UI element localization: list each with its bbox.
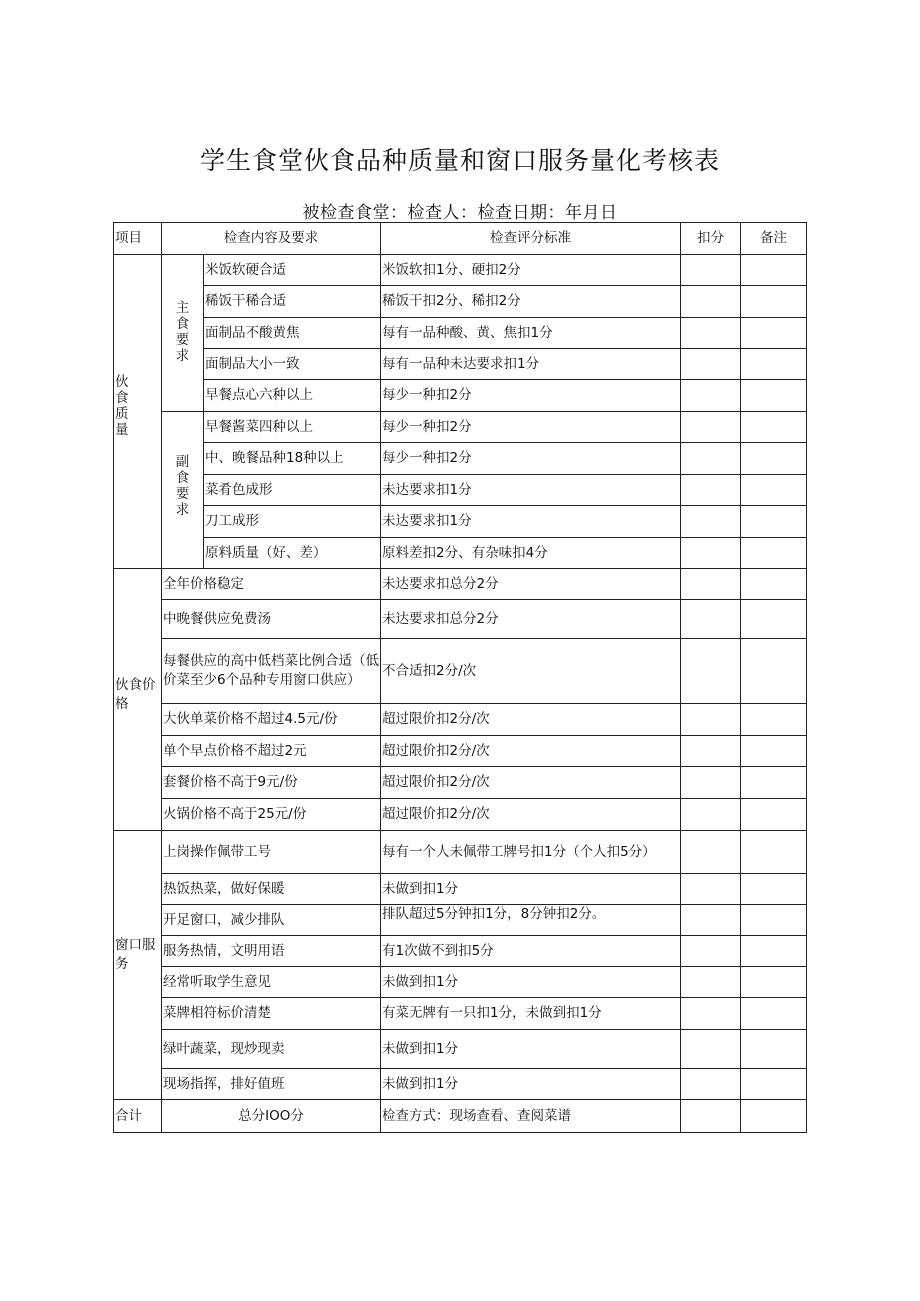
standard-cell: 未达要求扣1分 <box>381 475 681 506</box>
table-row <box>114 569 807 600</box>
standard-cell: 超过限价扣2分/次 <box>381 704 681 736</box>
standard-cell: 不合适扣2分/次 <box>381 639 681 704</box>
standard-cell: 排队超过5分钟扣1分，8分钟扣2分。 <box>381 905 681 936</box>
remark-cell[interactable] <box>741 767 807 799</box>
deduct-cell[interactable] <box>681 412 741 443</box>
standard-cell: 未达要求扣总分2分 <box>381 569 681 600</box>
remark-cell[interactable] <box>741 1069 807 1100</box>
content-cell: 米饭软硬合适 <box>204 255 381 286</box>
remark-cell[interactable] <box>741 255 807 286</box>
standard-cell: 每少一种扣2分 <box>381 380 681 412</box>
total-label: 合计 <box>114 1100 162 1133</box>
total-score: 总分IOO分 <box>162 1100 381 1133</box>
deduct-cell[interactable] <box>681 639 741 704</box>
content-cell: 上岗操作佩带工号 <box>162 831 381 874</box>
deduct-cell[interactable] <box>681 704 741 736</box>
table-row <box>114 704 807 736</box>
standard-cell: 每少一种扣2分 <box>381 443 681 475</box>
deduct-cell[interactable] <box>681 967 741 998</box>
deduct-cell[interactable] <box>681 600 741 639</box>
standard-cell: 未达要求扣1分 <box>381 506 681 538</box>
deduct-cell[interactable] <box>681 475 741 506</box>
standard-cell: 超过限价扣2分/次 <box>381 736 681 767</box>
remark-cell[interactable] <box>741 736 807 767</box>
table-row <box>114 1069 807 1100</box>
table-row <box>114 998 807 1030</box>
table-row <box>114 412 807 443</box>
category-window-service: 窗口服务 <box>114 831 162 1100</box>
content-cell: 开足窗口，减少排队 <box>162 905 381 936</box>
remark-cell[interactable] <box>741 799 807 831</box>
deduct-cell[interactable] <box>681 1100 741 1133</box>
content-cell: 早餐点心六种以上 <box>204 380 381 412</box>
table-row <box>114 318 807 349</box>
inspection-method: 检查方式：现场查看、查阅菜谱 <box>381 1100 681 1133</box>
content-cell: 现场指挥，排好值班 <box>162 1069 381 1100</box>
content-cell: 面制品不酸黄焦 <box>204 318 381 349</box>
page-title: 学生食堂伙食品种质量和窗口服务量化考核表 <box>199 146 720 175</box>
deduct-cell[interactable] <box>681 1069 741 1100</box>
content-cell: 经常听取学生意见 <box>162 967 381 998</box>
table-row <box>114 831 807 874</box>
table-row <box>114 967 807 998</box>
content-cell: 热饭热菜，做好保暖 <box>162 874 381 905</box>
subcategory-side-dish: 副食要求 <box>162 412 204 569</box>
remark-cell[interactable] <box>741 412 807 443</box>
remark-cell[interactable] <box>741 538 807 569</box>
header-deduct: 扣分 <box>681 223 741 255</box>
standard-cell: 每有一品种酸、黄、焦扣1分 <box>381 318 681 349</box>
remark-cell[interactable] <box>741 704 807 736</box>
remark-cell[interactable] <box>741 936 807 967</box>
content-cell: 原料质量（好、差） <box>204 538 381 569</box>
deduct-cell[interactable] <box>681 443 741 475</box>
standard-cell: 有1次做不到扣5分 <box>381 936 681 967</box>
deduct-cell[interactable] <box>681 318 741 349</box>
remark-cell[interactable] <box>741 380 807 412</box>
table-row <box>114 767 807 799</box>
content-cell: 稀饭干稀合适 <box>204 286 381 318</box>
deduct-cell[interactable] <box>681 874 741 905</box>
deduct-cell[interactable] <box>681 936 741 967</box>
content-cell: 大伙单菜价格不超过4.5元/份 <box>162 704 381 736</box>
content-cell: 每餐供应的高中低档菜比例合适（低价菜至少6个品种专用窗口供应） <box>162 639 381 704</box>
deduct-cell[interactable] <box>681 998 741 1030</box>
remark-cell[interactable] <box>741 318 807 349</box>
remark-cell[interactable] <box>741 639 807 704</box>
header-item: 项目 <box>114 223 162 255</box>
table-row <box>114 600 807 639</box>
standard-cell: 有菜无牌有一只扣1分，未做到扣1分 <box>381 998 681 1030</box>
remark-cell[interactable] <box>741 998 807 1030</box>
deduct-cell[interactable] <box>681 569 741 600</box>
standard-cell: 稀饭干扣2分、稀扣2分 <box>381 286 681 318</box>
deduct-cell[interactable] <box>681 349 741 380</box>
remark-cell[interactable] <box>741 1030 807 1069</box>
standard-cell: 每有一个人未佩带工牌号扣1分（个人扣5分） <box>381 831 681 874</box>
deduct-cell[interactable] <box>681 380 741 412</box>
content-cell: 中、晚餐品种18种以上 <box>204 443 381 475</box>
content-cell: 绿叶蔬菜，现炒现卖 <box>162 1030 381 1069</box>
content-cell: 套餐价格不高于9元/份 <box>162 767 381 799</box>
table-row <box>114 639 807 704</box>
table-row <box>114 443 807 475</box>
total-row <box>114 1100 807 1133</box>
deduct-cell[interactable] <box>681 506 741 538</box>
remark-cell[interactable] <box>741 600 807 639</box>
inspection-info-line: 被检查食堂：检查人：检查日期：年月日 <box>302 203 618 223</box>
remark-cell[interactable] <box>741 475 807 506</box>
content-cell: 中晚餐供应免费汤 <box>162 600 381 639</box>
remark-cell[interactable] <box>741 443 807 475</box>
remark-cell[interactable] <box>741 349 807 380</box>
category-food-quality: 伙食质量 <box>114 255 162 569</box>
table-row <box>114 349 807 380</box>
content-cell: 早餐酱菜四种以上 <box>204 412 381 443</box>
header-standard: 检查评分标准 <box>381 223 681 255</box>
remark-cell[interactable] <box>741 506 807 538</box>
standard-cell: 米饭软扣1分、硬扣2分 <box>381 255 681 286</box>
deduct-cell[interactable] <box>681 736 741 767</box>
table-row <box>114 380 807 412</box>
deduct-cell[interactable] <box>681 905 741 936</box>
table-row <box>114 286 807 318</box>
table-row <box>114 255 807 286</box>
standard-cell: 未做到扣1分 <box>381 874 681 905</box>
table-row <box>114 936 807 967</box>
content-cell: 全年价格稳定 <box>162 569 381 600</box>
deduct-cell[interactable] <box>681 831 741 874</box>
standard-cell: 未做到扣1分 <box>381 967 681 998</box>
deduct-cell[interactable] <box>681 286 741 318</box>
content-cell: 火锅价格不高于25元/份 <box>162 799 381 831</box>
content-cell: 单个早点价格不超过2元 <box>162 736 381 767</box>
table-row <box>114 1030 807 1069</box>
header-row <box>114 223 807 255</box>
content-cell: 菜牌相符标价清楚 <box>162 998 381 1030</box>
standard-cell: 每少一种扣2分 <box>381 412 681 443</box>
content-cell: 刀工成形 <box>204 506 381 538</box>
content-cell: 菜肴色成形 <box>204 475 381 506</box>
header-content: 检查内容及要求 <box>162 223 381 255</box>
standard-cell: 未做到扣1分 <box>381 1030 681 1069</box>
table-row <box>114 736 807 767</box>
table-row <box>114 475 807 506</box>
table-row <box>114 799 807 831</box>
remark-cell[interactable] <box>741 286 807 318</box>
deduct-cell[interactable] <box>681 799 741 831</box>
table-row <box>114 874 807 905</box>
standard-cell: 超过限价扣2分/次 <box>381 799 681 831</box>
remark-cell[interactable] <box>741 967 807 998</box>
standard-cell: 未做到扣1分 <box>381 1069 681 1100</box>
deduct-cell[interactable] <box>681 767 741 799</box>
remark-cell[interactable] <box>741 874 807 905</box>
header-remark: 备注 <box>741 223 807 255</box>
category-food-price: 伙食价格 <box>114 569 162 831</box>
subcategory-staple: 主食要求 <box>162 255 204 412</box>
deduct-cell[interactable] <box>681 538 741 569</box>
table-row <box>114 506 807 538</box>
table-row <box>114 538 807 569</box>
assessment-table <box>113 222 807 1133</box>
content-cell: 服务热情，文明用语 <box>162 936 381 967</box>
remark-cell[interactable] <box>741 831 807 874</box>
remark-cell[interactable] <box>741 905 807 936</box>
deduct-cell[interactable] <box>681 255 741 286</box>
remark-cell[interactable] <box>741 1100 807 1133</box>
content-cell: 面制品大小一致 <box>204 349 381 380</box>
standard-cell: 超过限价扣2分/次 <box>381 767 681 799</box>
standard-cell: 未达要求扣总分2分 <box>381 600 681 639</box>
table-row <box>114 905 807 936</box>
deduct-cell[interactable] <box>681 1030 741 1069</box>
remark-cell[interactable] <box>741 569 807 600</box>
standard-cell: 每有一品种未达要求扣1分 <box>381 349 681 380</box>
standard-cell: 原料差扣2分、有杂味扣4分 <box>381 538 681 569</box>
